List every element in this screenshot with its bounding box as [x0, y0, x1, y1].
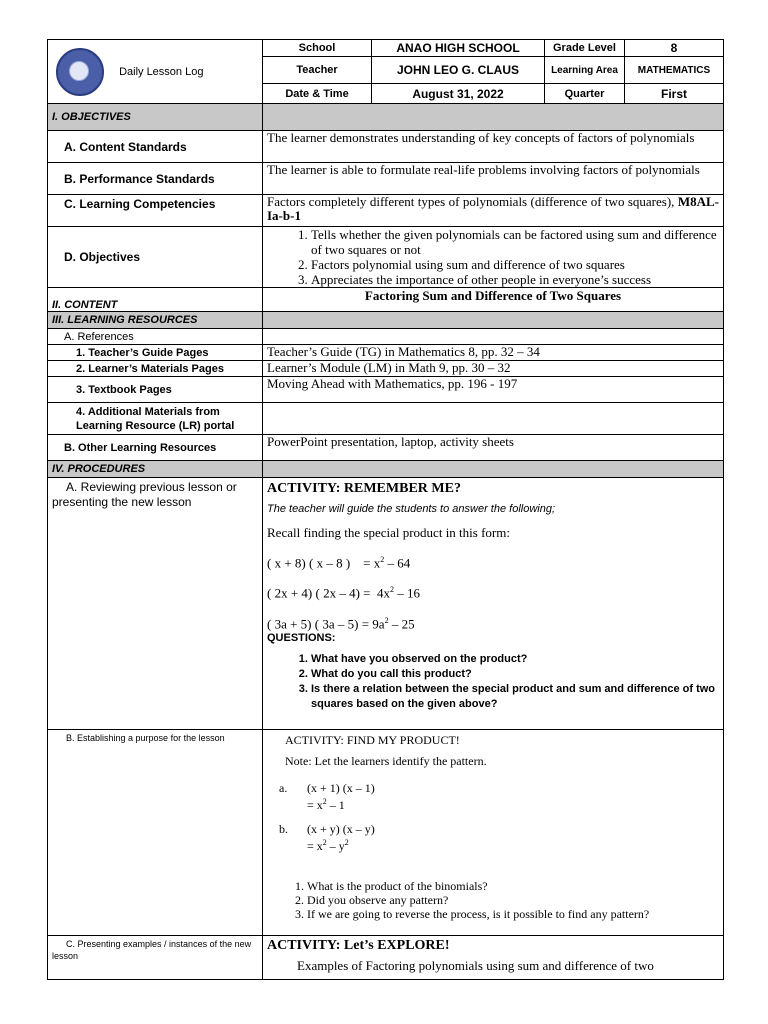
pattern-note: Note: Let the learners identify the pattern. [285, 754, 487, 768]
item-a-line2 [307, 795, 719, 812]
procedure-b-text: B. Establishing a purpose for the lesson [66, 733, 225, 743]
questions-label: QUESTIONS: [267, 631, 336, 644]
deped-seal-icon [56, 48, 104, 96]
eq3-exp: 2 [384, 615, 389, 625]
eq2-tail: – 16 [393, 585, 420, 601]
teacher-value: JOHN LEO G. CLAUS [372, 57, 545, 84]
additional-materials-value [263, 403, 724, 435]
additional-materials-label: 4. Additional Materials from Learning Resource (LR) portal [48, 403, 263, 435]
product-item-a [279, 781, 719, 812]
other-resources-label: B. Other Learning Resources [48, 435, 263, 461]
eq1-tail: – 64 [384, 555, 411, 571]
title-cell [48, 40, 263, 104]
procedure-a-text: A. Reviewing previous lesson or presenting the new lesson [52, 480, 237, 509]
date-value: August 31, 2022 [372, 84, 545, 104]
textbook-label: 3. Textbook Pages [48, 377, 263, 403]
item-b-line2 [307, 836, 719, 853]
objective-item: 1. Tells whether the given polynomials can be factored using sum and difference of two squares or not [311, 227, 719, 257]
procedure-a-questions [267, 652, 719, 712]
eq1-exp: 2 [380, 555, 385, 564]
school-label: School [263, 40, 372, 57]
eq3-lhs: ( 3a + 5) ( 3a – 5) = [267, 615, 370, 631]
area-label: Learning Area [545, 57, 625, 84]
references-label: A. References [48, 329, 263, 345]
eq2-rhs: 4x [376, 585, 390, 601]
area-value: MATHEMATICS [625, 57, 724, 84]
procedures-heading: IV. PROCEDURES [48, 461, 263, 478]
item-a-tail: – 1 [326, 798, 345, 812]
activity-explore-title: ACTIVITY: Let’s EXPLORE! [267, 938, 450, 953]
teacher-label: Teacher [263, 57, 372, 84]
activity-remember-me-title: ACTIVITY: REMEMBER ME? [267, 481, 461, 496]
question-item: 1. What is the product of the binomials? [307, 879, 719, 893]
eq1-lhs: ( x + 8) ( x – 8 ) [267, 555, 351, 571]
procedure-a-cell [263, 478, 724, 730]
item-b-mid: – y [326, 839, 345, 853]
item-b-eq: = x [307, 839, 323, 853]
date-label: Date & Time [263, 84, 372, 104]
performance-standards-label: B. Performance Standards [48, 163, 263, 195]
equation-2 [267, 585, 719, 601]
item-a-line1: (x + 1) (x – 1) [307, 781, 375, 795]
procedure-c-text: C. Presenting examples / instances of the new lesson [52, 939, 252, 961]
item-b-marker: b. [279, 822, 288, 836]
question-item: 1. What have you observed on the product? [311, 652, 719, 667]
activity-find-my-product-title: ACTIVITY: FIND MY PRODUCT! [285, 733, 460, 747]
quarter-value: First [625, 84, 724, 104]
tg-value: Teacher’s Guide (TG) in Mathematics 8, pp. 32 – 34 [263, 345, 724, 361]
textbook-value: Moving Ahead with Mathematics, pp. 196 - 197 [263, 377, 724, 403]
objectives-label: D. Objectives [48, 227, 263, 288]
objectives-heading-fill [263, 104, 724, 131]
lesson-log-sheet [47, 39, 723, 980]
learning-competencies-value [263, 195, 724, 227]
eq2-exp: 2 [389, 585, 394, 595]
item-b-line1: (x + y) (x – y) [307, 822, 375, 836]
learning-competencies-label: C. Learning Competencies [48, 195, 263, 227]
procedure-c-label [48, 936, 263, 980]
explore-text: Examples of Factoring polynomials using sum and difference of two [297, 958, 654, 973]
quarter-label: Quarter [545, 84, 625, 104]
competencies-code: M8AL-Ia-b-1 [267, 194, 719, 223]
item-a-eq: = x [307, 798, 323, 812]
teacher-instruction: The teacher will guide the students to answer the following; [267, 503, 555, 515]
references-value [263, 329, 724, 345]
item-b-exp: 2 [322, 838, 327, 847]
eq3-tail: – 25 [388, 615, 415, 631]
procedure-c-cell [263, 936, 724, 980]
eq2-lhs: ( 2x + 4) ( 2x – 4) = [267, 585, 371, 601]
resources-heading: III. LEARNING RESOURCES [48, 312, 263, 329]
product-item-b [279, 822, 719, 853]
eq1-rhs: = x [363, 555, 381, 571]
content-topic: Factoring Sum and Difference of Two Squares [263, 288, 724, 312]
lm-label: 2. Learner’s Materials Pages [48, 361, 263, 377]
equation-3 [267, 616, 719, 632]
procedure-b-cell [263, 730, 724, 936]
objective-item: 2. Factors polynomial using sum and difference of two squares [311, 257, 719, 272]
lm-value: Learner’s Module (LM) in Math 9, pp. 30 – 32 [263, 361, 724, 377]
content-standards-value: The learner demonstrates understanding of key concepts of factors of polynomials [263, 131, 724, 163]
procedure-b-questions [285, 879, 719, 921]
competencies-text: Factors completely different types of polynomials (difference of two squares), [267, 194, 675, 209]
item-a-marker: a. [279, 781, 288, 795]
question-item: 3. Is there a relation between the special product and sum and difference of two squares based on the given above? [311, 682, 719, 712]
objectives-list-cell [263, 227, 724, 288]
grade-label: Grade Level [545, 40, 625, 57]
question-item: 2. Did you observe any pattern? [307, 893, 719, 907]
resources-heading-fill [263, 312, 724, 329]
school-value: ANAO HIGH SCHOOL [372, 40, 545, 57]
objectives-heading: I. OBJECTIVES [48, 104, 263, 131]
question-item: 2. What do you call this product? [311, 667, 719, 682]
procedures-heading-fill [263, 461, 724, 478]
procedure-a-label [48, 478, 263, 730]
equation-1 [267, 555, 719, 571]
question-item: 3. If we are going to reverse the process, is it possible to find any pattern? [307, 907, 719, 921]
tg-label: 1. Teacher’s Guide Pages [48, 345, 263, 361]
document-title: Daily Lesson Log [119, 65, 204, 78]
performance-standards-value: The learner is able to formulate real-life problems involving factors of polynomials [263, 163, 724, 195]
item-a-exp: 2 [322, 797, 327, 806]
item-b-exp2: 2 [344, 838, 349, 847]
grade-value: 8 [625, 40, 724, 57]
objectives-list [267, 227, 719, 287]
procedure-b-label [48, 730, 263, 936]
other-resources-value: PowerPoint presentation, laptop, activity sheets [263, 435, 724, 461]
content-standards-label: A. Content Standards [48, 131, 263, 163]
eq3-rhs: 9a [372, 615, 385, 631]
recall-text: Recall finding the special product in this form: [267, 525, 510, 540]
lesson-log-table [47, 39, 724, 980]
objective-item: 3. Appreciates the importance of other people in everyone’s success [311, 272, 719, 287]
content-heading: II. CONTENT [48, 288, 263, 312]
